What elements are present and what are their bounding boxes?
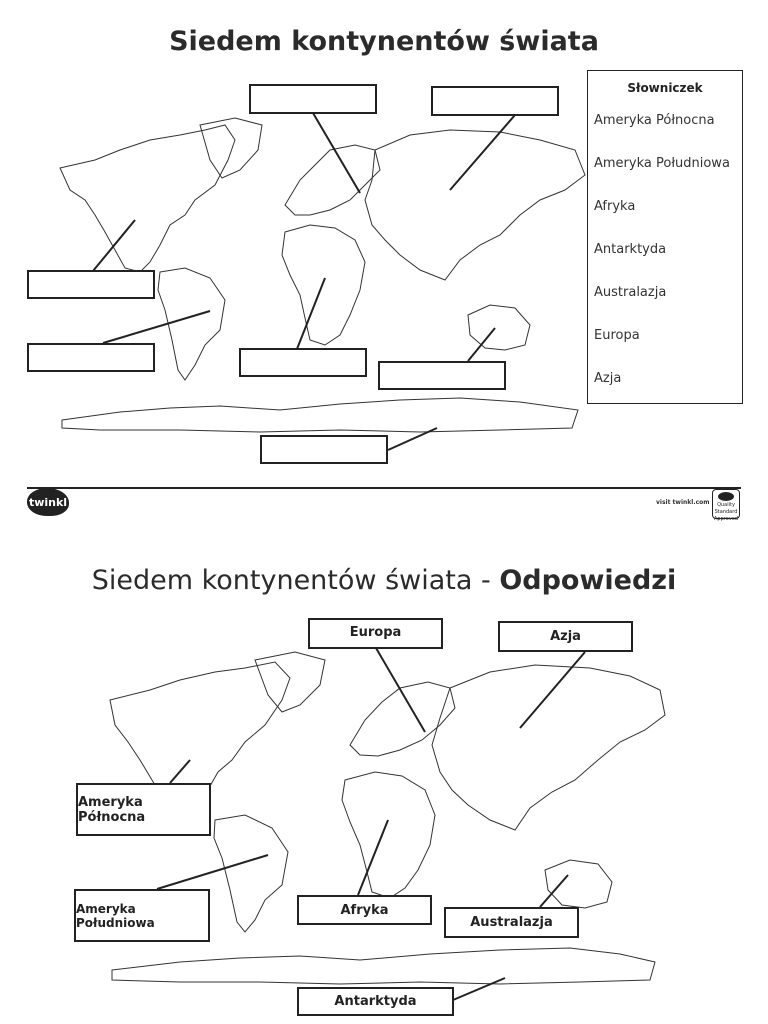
glossary-heading: Słowniczek xyxy=(627,81,703,95)
answers-title-bold: Odpowiedzi xyxy=(499,565,677,596)
answer-label-ameryka-polnocna: Ameryka Północna xyxy=(76,783,211,836)
answers-title-main: Siedem kontynentów świata - xyxy=(91,565,500,596)
quality-badge-text: Quality Standard Approved xyxy=(714,502,738,522)
twinkl-logo: twinkl xyxy=(27,488,69,516)
visit-website-text: visit twinkl.com xyxy=(656,499,710,506)
answer-label-australazja: Australazja xyxy=(444,907,579,938)
answer-label-antarktyda: Antarktyda xyxy=(297,987,454,1016)
glossary-item: Australazja xyxy=(594,285,667,300)
answer-label-afryka: Afryka xyxy=(297,895,432,925)
glossary-item: Ameryka Południowa xyxy=(594,156,730,171)
glossary-item: Azja xyxy=(594,371,622,386)
worksheet-title: Siedem kontynentów świata xyxy=(169,26,599,57)
answer-label-azja: Azja xyxy=(498,621,633,652)
answer-label-europa: Europa xyxy=(308,618,443,649)
glossary-item: Antarktyda xyxy=(594,242,667,257)
answer-label-ameryka-poludniowa: Ameryka Południowa xyxy=(74,889,210,942)
glossary-item: Ameryka Północna xyxy=(594,113,715,128)
glossary-item: Afryka xyxy=(594,199,636,214)
glossary-item: Europa xyxy=(594,328,640,343)
